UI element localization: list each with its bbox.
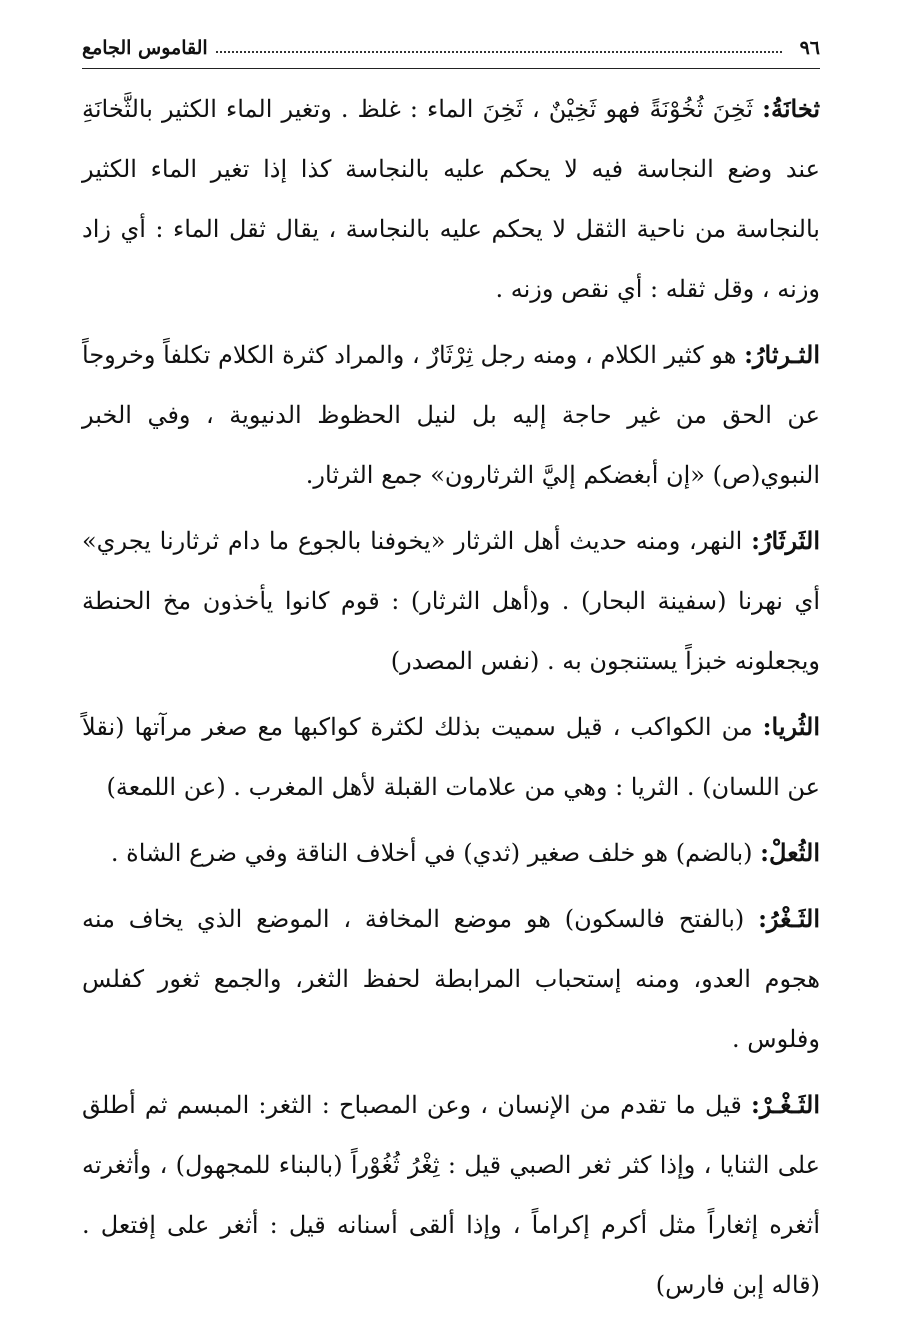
entry-headword: الثَرثَارُ: — [751, 526, 820, 555]
entry-al-tharthar-river — [82, 511, 820, 691]
entry-headword: الثـرثارُ: — [744, 340, 820, 369]
entry-text: هو كثير الكلام ، ومنه رجل ثِرْثَارٌ ، والمراد كثرة الكلام تكلفاً وخروجاً عن الحق من غير حاجة إليه بل لنيل الحظوظ الدنيوية ، وفي الخبر النبوي(ص) «إن أبغضكم إليَّ الثرثارون» جمع الثرثار. — [82, 341, 820, 489]
entry-al-thaghr-frontier — [82, 889, 820, 1069]
entry-al-tharthar-talkative — [82, 325, 820, 505]
running-header — [82, 28, 820, 69]
entry-al-thurayya — [82, 697, 820, 817]
entry-headword: الثَـغْرُ: — [758, 904, 820, 933]
entry-headword: الثُريا: — [762, 712, 820, 741]
entry-headword: الثُعلْ: — [760, 838, 820, 867]
book-title: القاموس الجامع — [82, 37, 208, 59]
dotted-leader — [216, 51, 782, 53]
entry-text: النهر، ومنه حديث أهل الثرثار «يخوفنا بالجوع ما دام ثرثارنا يجري» أي نهرنا (سفينة البحار) . و(أهل الثرثار) : قوم كانوا يأخذون مخ الحنطة ويجعلونه خبزاً يستنجون به . (نفس المصدر) — [82, 527, 820, 675]
entry-text: (بالضم) هو خلف صغير (ثدي) في أخلاف الناقة وفي ضرع الشاة . — [110, 839, 761, 867]
page-number: ٩٦ — [799, 37, 820, 59]
entry-al-thual — [82, 823, 820, 883]
entry-text: من الكواكب ، قيل سميت بذلك لكثرة كواكبها مع صغر مرآتها (نقلاً عن اللسان) . الثريا : وهي من علامات القبلة لأهل المغرب . (عن اللمعة) — [82, 713, 820, 801]
entry-thakhana — [82, 79, 820, 319]
entry-text: ثَخِنَ ثُخُوْنَةً فهو ثَخِيْنٌ ، ثَخِنَ الماء : غلظ . وتغير الماء الكثير بالثَّخانَةِ عند وضع النجاسة فيه لا يحكم عليه بالنجاسة كذا إذا تغير الماء الكثير بالنجاسة من ناحية الثقل لا يحكم عليه بالنجاسة ، يقال ثقل الماء : أي زاد وزنه ، وقل ثقله : أي نقص وزنه . — [82, 95, 820, 303]
entry-text: قيل ما تقدم من الإنسان ، وعن المصباح : الثغر: المبسم ثم أطلق على الثنايا ، وإذا كثر ثغر الصبي قيل : ثِغْرُ ثُغُوْراً (بالبناء للمجهول) ، وأثغرته أثغره إثغاراً مثل أكرم إكراماً ، وإذا ألقى أسنانه قيل : أثغر على إفتعل . (قاله إبن فارس) — [82, 1091, 820, 1299]
entry-text: (بالفتح فالسكون) هو موضع المخافة ، الموضع الذي يخاف منه هجوم العدو، ومنه إستحباب المرابطة لحفظ الثغر، والجمع ثغور كفلس وفلوس . — [82, 905, 820, 1053]
book-page — [82, 28, 820, 1321]
dictionary-entries — [82, 79, 820, 1315]
entry-headword: الثَـغْـرْ: — [751, 1090, 820, 1119]
entry-al-thaghr-mouth — [82, 1075, 820, 1315]
entry-headword: ثخانَةُ: — [762, 94, 820, 123]
